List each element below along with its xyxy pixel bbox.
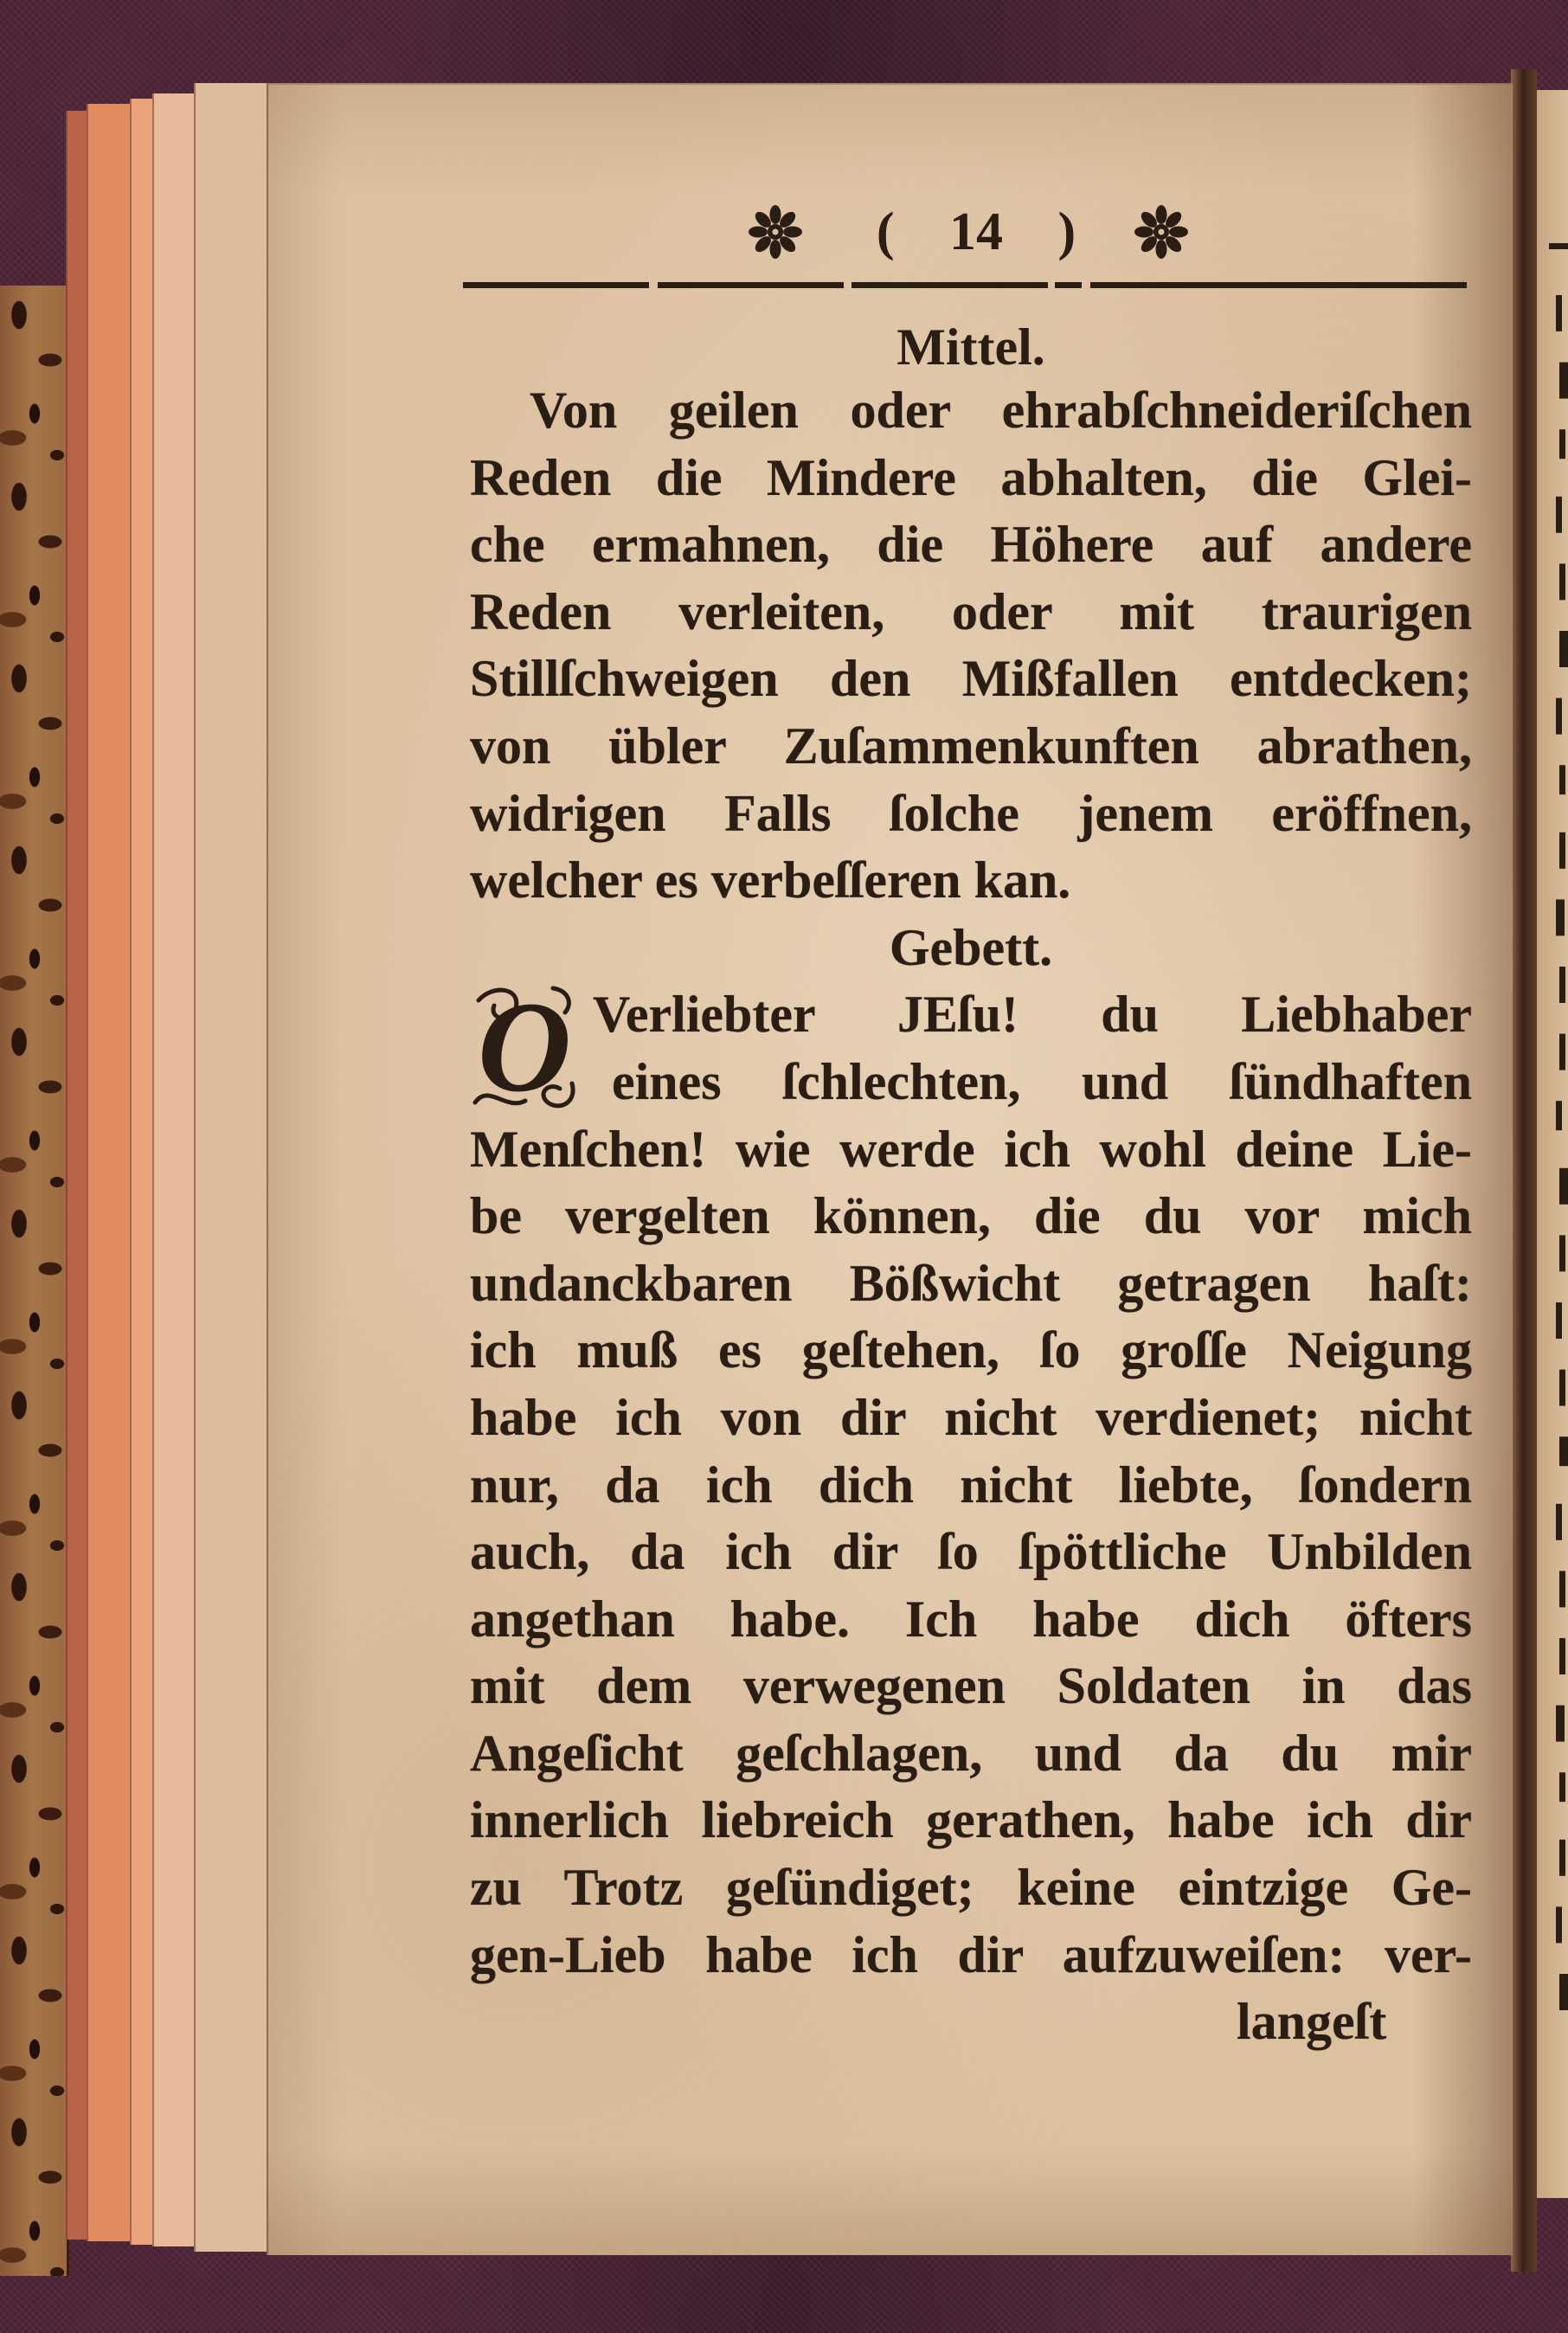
facing-page-edge <box>1537 90 1568 2198</box>
prayer-line: Angeſicht geſchlagen, und da du mir <box>470 1724 1472 1782</box>
prayer-line: Menſchen! wie werde ich wohl deine Lie- <box>470 1120 1472 1178</box>
book-gutter <box>1511 69 1537 2272</box>
page-number: ( 14 ) <box>876 202 1076 261</box>
flower-ornament-icon <box>746 202 805 261</box>
facing-text-fragment <box>1556 1101 1562 1130</box>
remedy-line: widrigen Falls ſolche jenem eröffnen, <box>470 784 1472 842</box>
prayer-line: auch, da ich dir ſo ſpöttliche Unbilden <box>470 1523 1472 1581</box>
facing-text-fragment <box>1559 1974 1568 2010</box>
page-text <box>470 201 1472 2139</box>
facing-text-fragment <box>1556 899 1565 935</box>
prayer-line: be vergelten können, die du vor mich <box>470 1187 1472 1245</box>
rule-segment <box>851 282 1048 288</box>
facing-text-fragment <box>1559 1840 1565 1876</box>
prayer-line: Verliebter JEſu! du Liebhaber <box>593 986 1472 1044</box>
facing-text-fragment <box>1559 1571 1565 1607</box>
drop-cap-letter: O <box>477 975 572 1120</box>
facing-text-fragment <box>1559 1638 1565 1674</box>
header-rule <box>463 282 1467 289</box>
facing-text-fragment <box>1559 967 1565 1003</box>
facing-text-fragment <box>1559 1235 1565 1271</box>
page-stack-edge <box>194 83 272 2252</box>
facing-text-fragment <box>1559 631 1568 667</box>
facing-text-fragment <box>1556 698 1562 735</box>
prayer-line: habe ich von dir nicht verdienet; nicht <box>470 1388 1472 1446</box>
facing-text-fragment <box>1559 1168 1568 1205</box>
page-stack-edge <box>152 93 199 2246</box>
facing-page-rule <box>1549 243 1568 249</box>
prayer-line: zu Trotz geſündiget; keine eintzige Ge- <box>470 1859 1472 1917</box>
remedy-line: Reden die Mindere abhalten, die Glei- <box>470 448 1472 506</box>
remedy-line: welcher es verbeſſeren kan. <box>470 852 1071 909</box>
facing-text-fragment <box>1556 295 1562 331</box>
facing-text-fragment <box>1559 1436 1568 1466</box>
rule-segment <box>463 282 649 288</box>
prayer-line: eines ſchlechten, und ſündhaften <box>612 1052 1472 1110</box>
facing-text-fragment <box>1559 1370 1565 1406</box>
facing-text-fragment <box>1559 429 1565 459</box>
remedy-line: Stillſchweigen den Mißfallen entdecken; <box>470 650 1472 708</box>
facing-text-fragment <box>1556 1504 1562 1540</box>
facing-text-fragment <box>1559 832 1565 869</box>
drop-cap-initial <box>470 975 579 1120</box>
prayer-heading: Gebett. <box>889 918 1053 976</box>
prayer-line: nur, da ich dich nicht liebte, ſondern <box>470 1456 1472 1514</box>
remedy-line: von übler Zuſammenkunften abrathen, <box>470 717 1472 774</box>
prayer-line: undanckbaren Bößwicht getragen haſt: <box>470 1254 1472 1312</box>
prayer-line: ich muß es geſtehen, ſo groſſe Neigung <box>470 1321 1472 1379</box>
flower-ornament-icon <box>1132 202 1191 261</box>
page-header <box>470 201 1472 263</box>
catchword: langeſt <box>1237 1993 1387 2051</box>
rule-segment <box>1090 282 1467 288</box>
remedy-line: che ermahnen, die Höhere auf andere <box>470 516 1472 574</box>
remedy-heading: Mittel. <box>896 318 1045 376</box>
facing-text-fragment <box>1559 363 1568 399</box>
facing-text-fragment <box>1559 563 1565 600</box>
rule-segment <box>1055 282 1082 288</box>
page-body <box>470 377 1472 2056</box>
marbled-edge <box>0 286 69 2276</box>
prayer-line: gen-Lieb habe ich dir aufzuweiſen: ver- <box>470 1925 1472 1983</box>
book-page <box>267 83 1513 2255</box>
prayer-line: mit dem verwegenen Soldaten in das <box>470 1657 1472 1715</box>
facing-text-fragment <box>1559 765 1565 794</box>
remedy-line: Reden verleiten, oder mit traurigen <box>470 582 1472 640</box>
facing-text-fragment <box>1556 1706 1565 1742</box>
facing-page-text-fragments <box>1537 90 1568 2198</box>
facing-text-fragment <box>1556 1302 1562 1339</box>
prayer-line: angethan habe. Ich habe dich öfters <box>470 1590 1472 1648</box>
facing-text-fragment <box>1559 1772 1565 1802</box>
remedy-line: Von geilen oder ehrabſchneideriſchen <box>530 382 1472 439</box>
facing-text-fragment <box>1556 1906 1562 1943</box>
facing-text-fragment <box>1559 1034 1565 1070</box>
prayer-line: innerlich liebreich gerathen, habe ich dir <box>470 1791 1472 1849</box>
rule-segment <box>658 282 844 288</box>
page-stack-edge <box>87 104 135 2241</box>
facing-text-fragment <box>1556 497 1562 533</box>
